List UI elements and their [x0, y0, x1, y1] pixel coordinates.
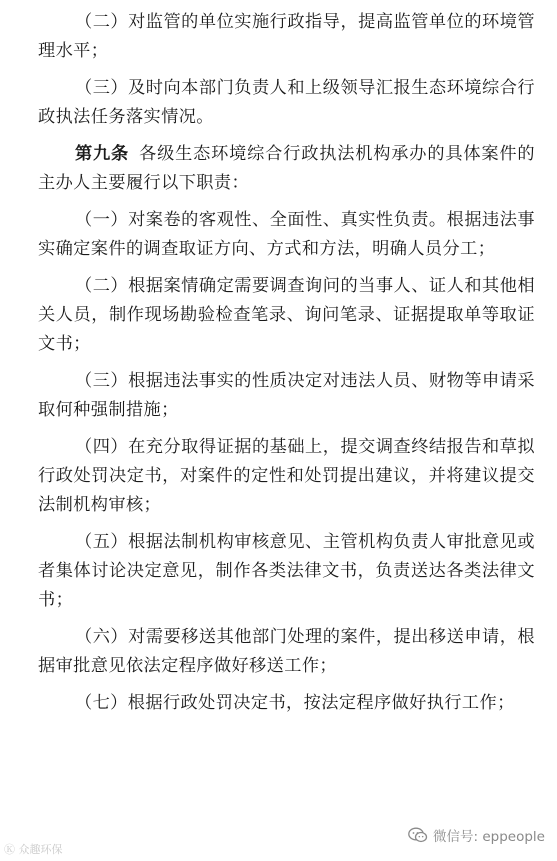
paragraph-text: 各级生态环境综合行政执法机构承办的具体案件的主办人主要履行以下职责：	[38, 144, 535, 193]
paragraph-2	[38, 74, 535, 132]
paragraph-7	[38, 433, 535, 520]
paragraph-text: （二）根据案情确定需要调查询问的当事人、证人和其他相关人员，制作现场勘验检查笔录、询问笔录、证据提取单等取证文书；	[38, 276, 535, 354]
paragraph-1	[38, 8, 535, 66]
wechat-icon	[408, 827, 428, 843]
paragraph-article-9	[38, 140, 535, 198]
paragraph-text: （六）对需要移送其他部门处理的案件，提出移送申请，根据审批意见依法定程序做好移送工作；	[38, 627, 535, 676]
paragraph-text: （三）根据违法事实的性质决定对违法人员、财物等申请采取何种强制措施；	[38, 371, 535, 420]
paragraph-text: （四）在充分取得证据的基础上，提交调查终结报告和草拟行政处罚决定书，对案件的定性和处罚提出建议，并将建议提交法制机构审核；	[38, 437, 535, 515]
paragraph-9	[38, 623, 535, 681]
article-number: 第九条	[75, 144, 130, 164]
paragraph-text: （二）对监管的单位实施行政指导，提高监管单位的环境管理水平；	[38, 12, 535, 61]
paragraph-4	[38, 206, 535, 264]
paragraph-text: （五）根据法制机构审核意见、主管机构负责人审批意见或者集体讨论决定意见，制作各类法律文书，负责送达各类法律文书；	[38, 532, 535, 610]
paragraph-10	[38, 689, 535, 718]
paragraph-5	[38, 272, 535, 359]
paragraph-8	[38, 528, 535, 615]
wechat-watermark	[408, 825, 545, 845]
paragraph-text: （七）根据行政处罚决定书，按法定程序做好执行工作；	[75, 693, 515, 713]
paragraph-text: （一）对案卷的客观性、全面性、真实性负责。根据违法事实确定案件的调查取证方向、方式和方法，明确人员分工；	[38, 210, 535, 259]
source-watermark: Ⓚ 众趣环保	[4, 843, 63, 856]
paragraph-6	[38, 367, 535, 425]
paragraph-text: （三）及时向本部门负责人和上级领导汇报生态环境综合行政执法任务落实情况。	[38, 78, 535, 127]
wechat-id-text: 微信号: eppeople	[433, 829, 545, 845]
